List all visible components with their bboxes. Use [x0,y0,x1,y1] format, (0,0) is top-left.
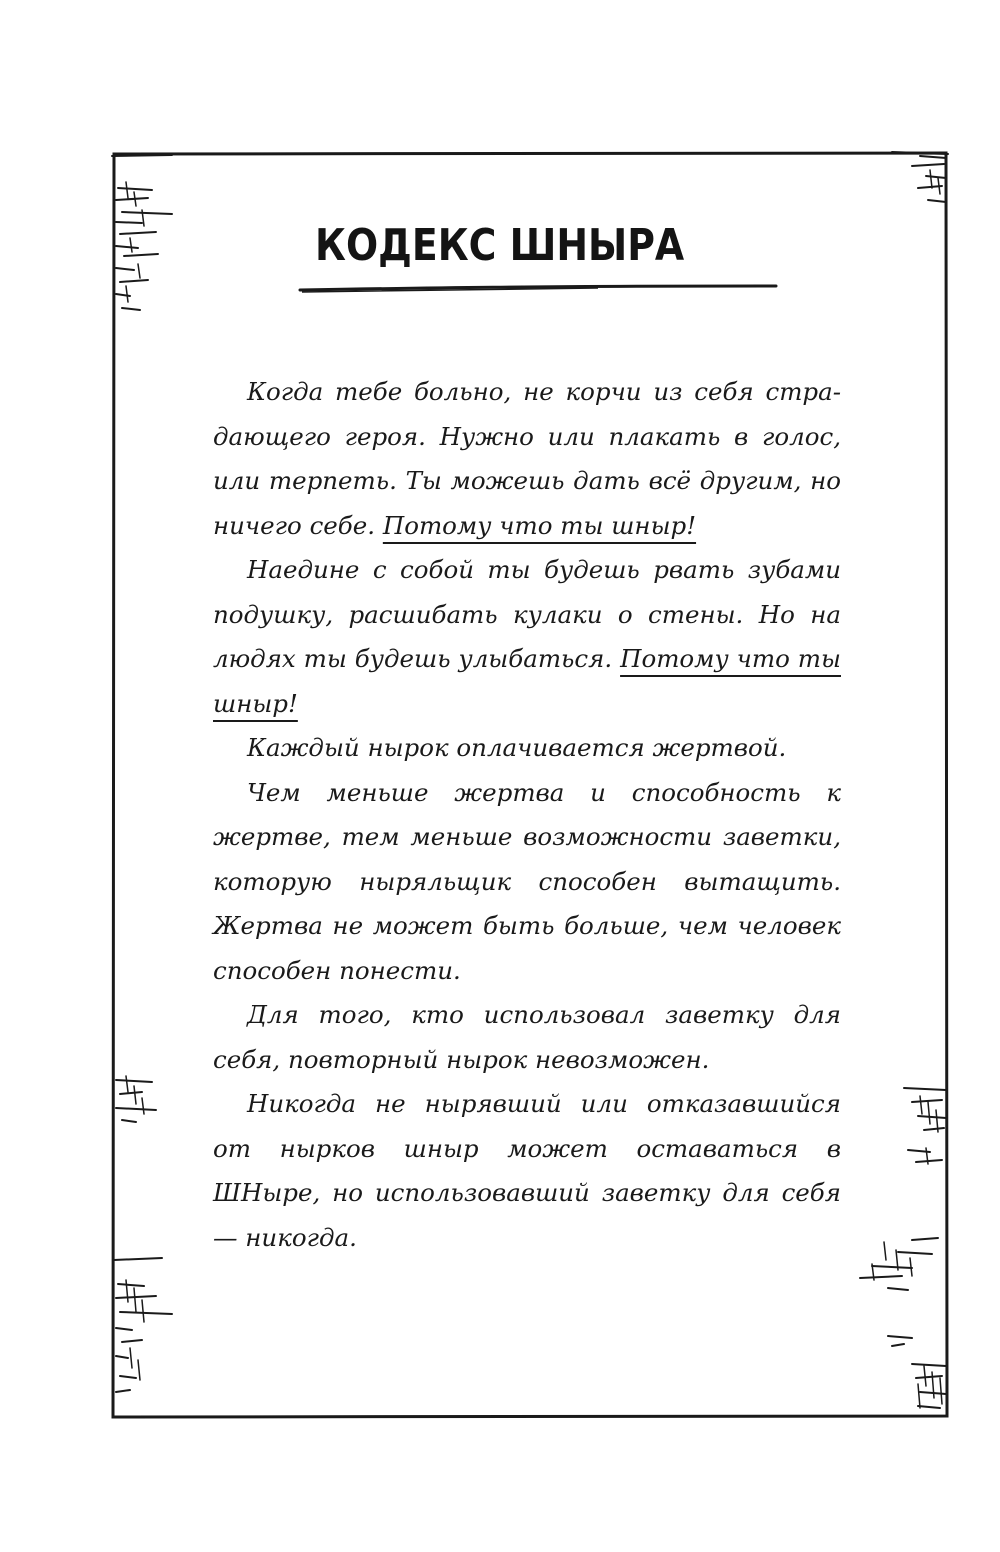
paragraph-2 [213,548,841,726]
title-container [0,220,1000,271]
paragraph-3: Каждый нырок оплачивается жертвой. [247,733,787,762]
page-title: КОДЕКС ШНЫРА [315,220,685,271]
paragraph-1 [213,370,841,548]
paragraph-1-underlined: Потому что ты шныр! [382,510,697,540]
title-underline [298,282,778,296]
paragraph-5: Для того, кто использовал заветку для себя, повторный нырок невозможен. [213,1000,841,1074]
code-text [213,370,841,1260]
paragraph-6: Никогда не нырявший или отказавшийся от нырков шныр может оставаться в ШНыре, но использовавший заветку для себя — никогда. [213,1089,841,1252]
paragraph-2-underlined: Потому что ты шныр! [213,644,841,718]
paragraph-2-text: Наедине с собой ты будешь рвать зубами подушку, расшибать кулаки о стены. Но на людях ты будешь улыбаться. [213,555,841,673]
paragraph-4: Чем меньше жертва и способность к жертве, тем меньше возможности заветки, которую ныряльщик способен вытащить. Жертва не может быть больше, чем человек способен понести. [213,777,841,985]
paragraph-1-text: Когда тебе больно, не корчи из себя страдающего героя. Нужно или плакать в голос, или терпеть. Ты можешь дать всё другим, но ничего себе. [213,377,841,540]
